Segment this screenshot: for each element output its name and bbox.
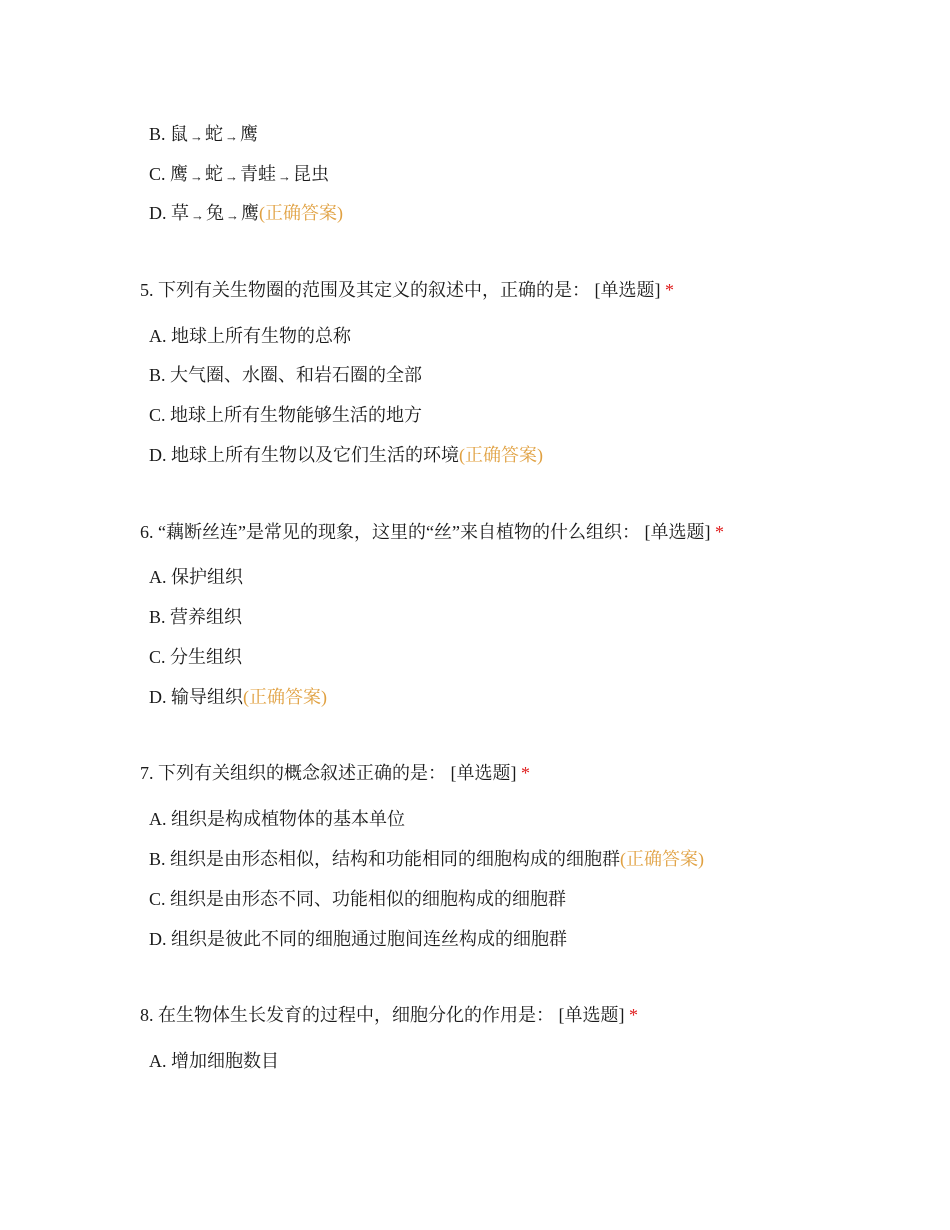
required-mark: *	[665, 280, 674, 300]
option-q7-a: A. 组织是构成植物体的基本单位	[149, 809, 405, 829]
option-q5-b: B. 大气圈、水圈、和岩石圈的全部	[149, 365, 423, 385]
option-q6-c: C. 分生组织	[149, 647, 243, 667]
correct-answer-label: (正确答案)	[259, 203, 343, 223]
correct-answer-label: (正确答案)	[620, 849, 705, 869]
arrow-icon: →	[225, 129, 239, 144]
question-5-title: 5. 下列有关生物圈的范围及其定义的叙述中，正确的是： [单选题] *	[140, 280, 674, 300]
arrow-icon: →	[190, 129, 204, 144]
option-q5-a: A. 地球上所有生物的总称	[149, 326, 351, 346]
option-q8-a: A. 增加细胞数目	[149, 1051, 279, 1071]
option-q4-c: C. 鹰 → 蛇 → 青蛙 → 昆虫	[149, 164, 330, 184]
option-q5-c: C. 地球上所有生物能够生活的地方	[149, 405, 423, 425]
option-q6-a: A. 保护组织	[149, 567, 243, 587]
option-q4-b: B. 鼠 → 蛇 → 鹰	[149, 124, 259, 144]
question-7-title: 7. 下列有关组织的概念叙述正确的是： [单选题] *	[140, 763, 530, 783]
option-q7-d: D. 组织是彼此不同的细胞通过胞间连丝构成的细胞群	[149, 929, 567, 949]
question-type: [单选题]	[558, 1005, 625, 1025]
question-type: [单选题]	[594, 280, 661, 300]
required-mark: *	[714, 522, 724, 542]
arrow-icon: →	[225, 169, 239, 184]
question-8-title: 8. 在生物体生长发育的过程中，细胞分化的作用是： [单选题] *	[140, 1005, 638, 1025]
option-q4-d: D. 草 → 兔 → 鹰(正确答案)	[149, 203, 343, 223]
option-q6-d: D. 输导组织(正确答案)	[149, 687, 327, 707]
question-type: [单选题]	[450, 763, 517, 783]
correct-answer-label: (正确答案)	[459, 445, 543, 465]
arrow-icon: →	[191, 208, 204, 223]
option-q7-b: B. 组织是由形态相似，结构和功能相同的细胞构成的细胞群(正确答案)	[149, 849, 705, 869]
correct-answer-label: (正确答案)	[243, 687, 327, 707]
arrow-icon: →	[226, 208, 239, 223]
required-mark: *	[521, 763, 530, 783]
question-type: [单选题]	[644, 522, 711, 542]
required-mark: *	[629, 1005, 638, 1025]
question-6-title: 6. “藕断丝连”是常见的现象，这里的“丝”来自植物的什么组织： [单选题] *	[140, 522, 724, 542]
option-q7-c: C. 组织是由形态不同、功能相似的细胞构成的细胞群	[149, 889, 567, 909]
option-q6-b: B. 营养组织	[149, 607, 243, 627]
option-q5-d: D. 地球上所有生物以及它们生活的环境(正确答案)	[149, 445, 543, 465]
arrow-icon: →	[278, 169, 292, 184]
arrow-icon: →	[190, 169, 204, 184]
